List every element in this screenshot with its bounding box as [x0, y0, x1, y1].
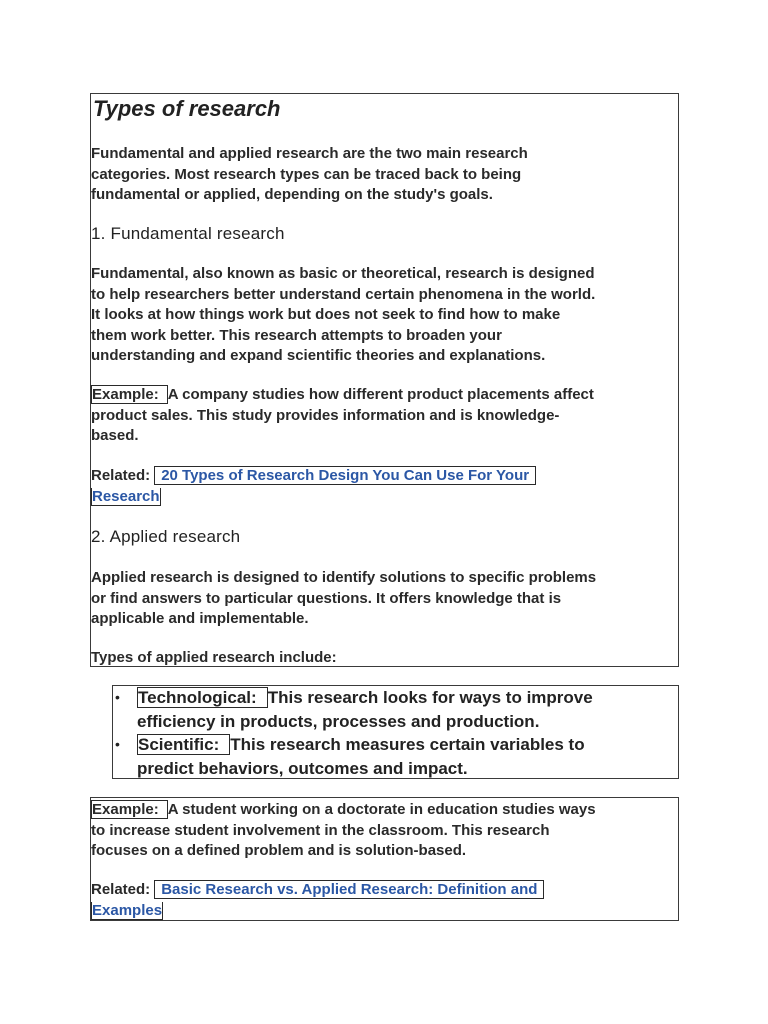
related-link-part[interactable]: [154, 880, 544, 899]
example-text: focuses on a defined problem and is solution-based.: [91, 842, 467, 859]
list-item-text: efficiency in products, processes and production.: [137, 711, 540, 731]
applied-related: [91, 880, 681, 921]
list-item-text: This research measures certain variables to: [230, 735, 585, 754]
example-text: product sales. This study provides information and is knowledge-: [91, 406, 560, 424]
example-text: based.: [91, 427, 139, 444]
applied-types-list: [113, 686, 593, 780]
related-line: [91, 901, 681, 922]
fundamental-heading: 1. Fundamental research: [91, 224, 285, 243]
intro-paragraph: [91, 144, 681, 206]
fundamental-related: [91, 466, 681, 507]
related-link-part[interactable]: [154, 466, 536, 485]
related-link-part[interactable]: [91, 902, 163, 920]
intro-line: Fundamental and applied research are the two main research: [91, 145, 528, 162]
applied-example-box: [90, 797, 679, 921]
related-line: [91, 880, 681, 901]
applied-line: Applied research is designed to identify solutions to specific problems: [91, 569, 597, 586]
fundamental-line: understanding and expand scientific theories and explanations.: [91, 347, 546, 364]
related-link[interactable]: Basic Research vs. Applied Research: Definition and: [161, 881, 538, 898]
applied-heading: 2. Applied research: [91, 527, 241, 546]
fundamental-line: It looks at how things work but does not seek to find how to make: [91, 306, 561, 323]
related-link[interactable]: Research: [92, 487, 160, 505]
example-label: Example:: [91, 385, 168, 404]
main-content-box: [90, 93, 679, 667]
list-item-text: This research looks for ways to improve: [267, 688, 593, 707]
list-item-label: Technological:: [137, 687, 268, 708]
list-item-text: predict behaviors, outcomes and impact.: [137, 758, 468, 778]
fundamental-example-line: [91, 385, 681, 406]
related-link[interactable]: Examples: [92, 901, 163, 919]
list-item-line: [137, 733, 593, 757]
applied-paragraph: [91, 568, 681, 630]
applied-example: [91, 800, 681, 862]
applied-line: or find answers to particular questions. It offers knowledge that is: [91, 589, 562, 607]
bullet-icon: •: [115, 736, 120, 752]
applied-example-line: [91, 800, 681, 821]
page-title: Types of research: [93, 96, 281, 121]
applied-line: applicable and implementable.: [91, 610, 309, 627]
intro-line: categories. Most research types can be traced back to being: [91, 165, 522, 183]
list-item-line: [137, 686, 593, 710]
example-text: to increase student involvement in the classroom. This research: [91, 821, 550, 839]
related-label: Related:: [91, 881, 151, 898]
example-text: A company studies how different product placements affect: [167, 386, 594, 403]
list-item: [113, 733, 593, 780]
list-item-label: Scientific:: [137, 734, 230, 755]
example-text: A student working on a doctorate in education studies ways: [167, 801, 596, 818]
fundamental-example: [91, 385, 681, 447]
related-link[interactable]: 20 Types of Research Design You Can Use For Your: [161, 467, 530, 484]
fundamental-line: them work better. This research attempts to broaden your: [91, 326, 502, 344]
types-intro: [91, 648, 681, 669]
list-item: [113, 686, 593, 733]
related-line: [91, 487, 681, 508]
intro-line: fundamental or applied, depending on the study's goals.: [91, 186, 493, 203]
fundamental-paragraph: [91, 264, 681, 367]
example-label: Example:: [91, 800, 168, 819]
fundamental-line: Fundamental, also known as basic or theoretical, research is designed: [91, 265, 595, 282]
bullet-icon: •: [115, 689, 120, 705]
fundamental-line: to help researchers better understand certain phenomena in the world.: [91, 285, 596, 303]
types-intro-line: Types of applied research include:: [91, 649, 337, 666]
related-link-part[interactable]: [91, 488, 161, 506]
related-label: Related:: [91, 467, 151, 484]
applied-types-list-box: [112, 685, 679, 779]
related-line: [91, 466, 681, 487]
